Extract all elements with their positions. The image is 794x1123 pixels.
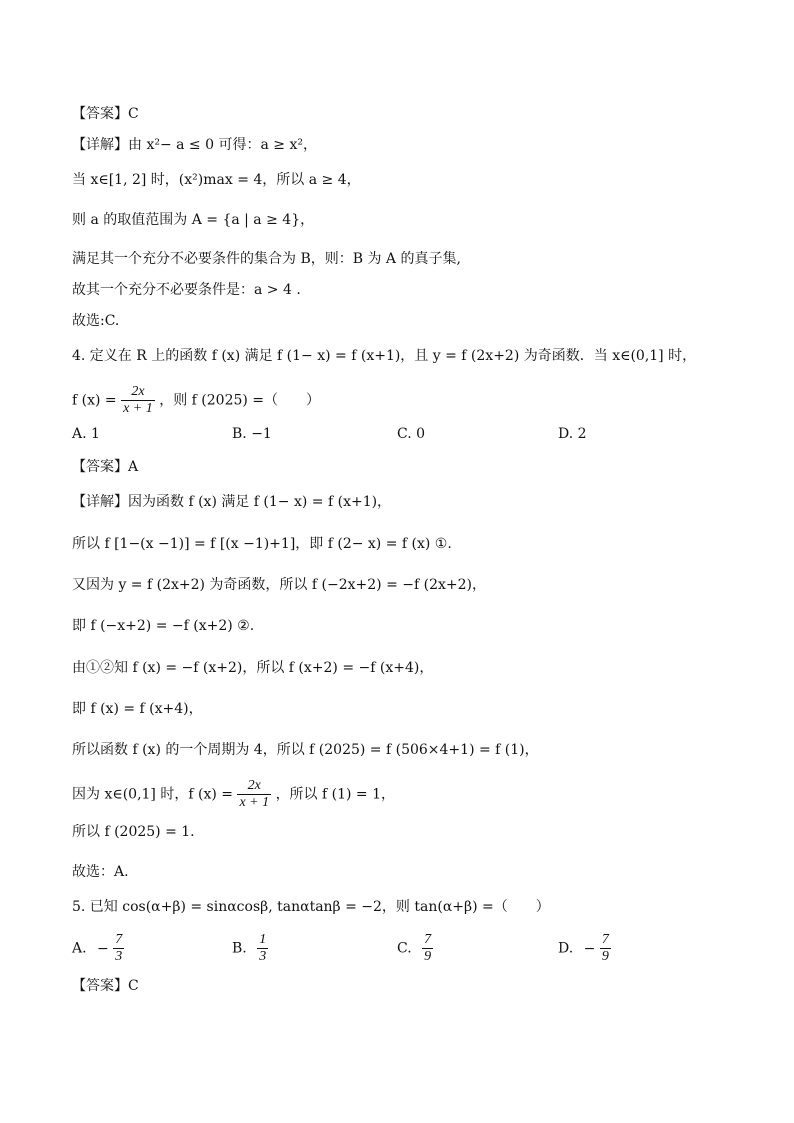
q4-stem-2-left: f (x) =	[72, 392, 117, 409]
q4-solution-8	[72, 778, 395, 811]
q3-detail-5: 故其一个充分不必要条件是：a > 4 .	[72, 282, 301, 298]
q3-detail-6: 故选:C.	[72, 313, 120, 329]
q4-fraction	[121, 384, 155, 417]
q5-option-c-denominator: 9	[424, 949, 432, 964]
q5-option-d-fraction	[600, 932, 611, 965]
q5-option-c-numerator: 7	[424, 932, 432, 947]
q5-option-d-sign: −	[583, 940, 596, 957]
q4-stem-2	[72, 384, 320, 417]
q5-option-b-fraction	[257, 932, 268, 965]
q4-solution-3: 又因为 y = f (2x+2) 为奇函数，所以 f (−2x+2) = −f (2x+2)，	[72, 577, 486, 593]
q3-answer: 【答案】C	[72, 106, 139, 122]
q4-solution-fraction-denominator: x + 1	[239, 795, 270, 810]
q3-detail-3: 则 a 的取值范围为 A = {a | a ≥ 4}，	[72, 212, 315, 228]
q4-stem-2-right: ，则 f (2025) =（ ）	[159, 392, 321, 409]
q5-option-c-label: C.	[397, 940, 412, 957]
q5-stem: 5. 已知 cos(α+β) = sinαcosβ, tanαtanβ = −2，则 tan(α+β) =（ ）	[72, 899, 550, 915]
q4-solution-5: 由①②知 f (x) = −f (x+2)，所以 f (x+2) = −f (x+4)，	[72, 660, 434, 676]
q5-option-b	[232, 932, 268, 965]
q4-solution-2: 所以 f [1−(x −1)] = f [(x −1)+1]，即 f (2− x) = f (x) ①.	[72, 536, 452, 552]
q4-option-c: C. 0	[397, 426, 426, 442]
q4-solution-6: 即 f (x) = f (x+4)，	[72, 701, 203, 717]
q5-option-a-fraction	[113, 932, 124, 965]
q4-solution-1: 【详解】因为函数 f (x) 满足 f (1− x) = f (x+1)，	[72, 494, 392, 510]
q5-option-a-label: A.	[72, 940, 87, 957]
q4-stem-1: 4. 定义在 R 上的函数 f (x) 满足 f (1− x) = f (x+1)，且 y = f (2x+2) 为奇函数．当 x∈(0,1] 时，	[72, 348, 697, 364]
q3-detail-4: 满足其一个充分不必要条件的集合为 B，则：B 为 A 的真子集,	[72, 251, 461, 267]
q4-solution-10: 故选：A.	[72, 864, 129, 880]
q5-option-c	[397, 932, 433, 965]
q5-option-b-numerator: 1	[259, 932, 267, 947]
q5-option-d	[558, 932, 611, 965]
q4-solution-9: 所以 f (2025) = 1.	[72, 824, 195, 840]
q4-answer: 【答案】A	[72, 459, 139, 475]
q5-option-d-denominator: 9	[601, 949, 609, 964]
q4-option-d: D. 2	[558, 426, 587, 442]
q5-option-c-fraction	[422, 932, 433, 965]
q5-option-b-label: B.	[232, 940, 247, 957]
q5-option-d-numerator: 7	[601, 932, 609, 947]
q4-solution-fraction	[237, 778, 271, 811]
q5-option-a-denominator: 3	[115, 949, 123, 964]
q5-answer: 【答案】C	[72, 978, 139, 994]
q5-option-b-denominator: 3	[259, 949, 267, 964]
q5-option-a	[72, 932, 124, 965]
q5-option-a-numerator: 7	[115, 932, 123, 947]
q4-option-b: B. −1	[232, 426, 272, 442]
q4-solution-7: 所以函数 f (x) 的一个周期为 4，所以 f (2025) = f (506×4+1) = f (1)，	[72, 742, 539, 758]
q4-solution-4: 即 f (−x+2) = −f (x+2) ②.	[72, 618, 255, 634]
q4-solution-8-right: ，所以 f (1) = 1，	[275, 786, 396, 803]
q4-solution-fraction-numerator: 2x	[237, 778, 271, 795]
q5-option-a-sign: −	[97, 940, 109, 957]
q5-option-d-label: D.	[558, 940, 574, 957]
q4-fraction-numerator: 2x	[121, 384, 155, 401]
q4-option-a: A. 1	[72, 426, 100, 442]
q4-solution-8-left: 因为 x∈(0,1] 时，f (x) =	[72, 786, 233, 803]
q4-fraction-denominator: x + 1	[123, 401, 153, 416]
q3-detail-2: 当 x∈[1, 2] 时，(x²)max = 4，所以 a ≥ 4，	[72, 172, 361, 188]
q3-detail-1: 【详解】由 x²− a ≤ 0 可得：a ≥ x²，	[72, 137, 317, 153]
